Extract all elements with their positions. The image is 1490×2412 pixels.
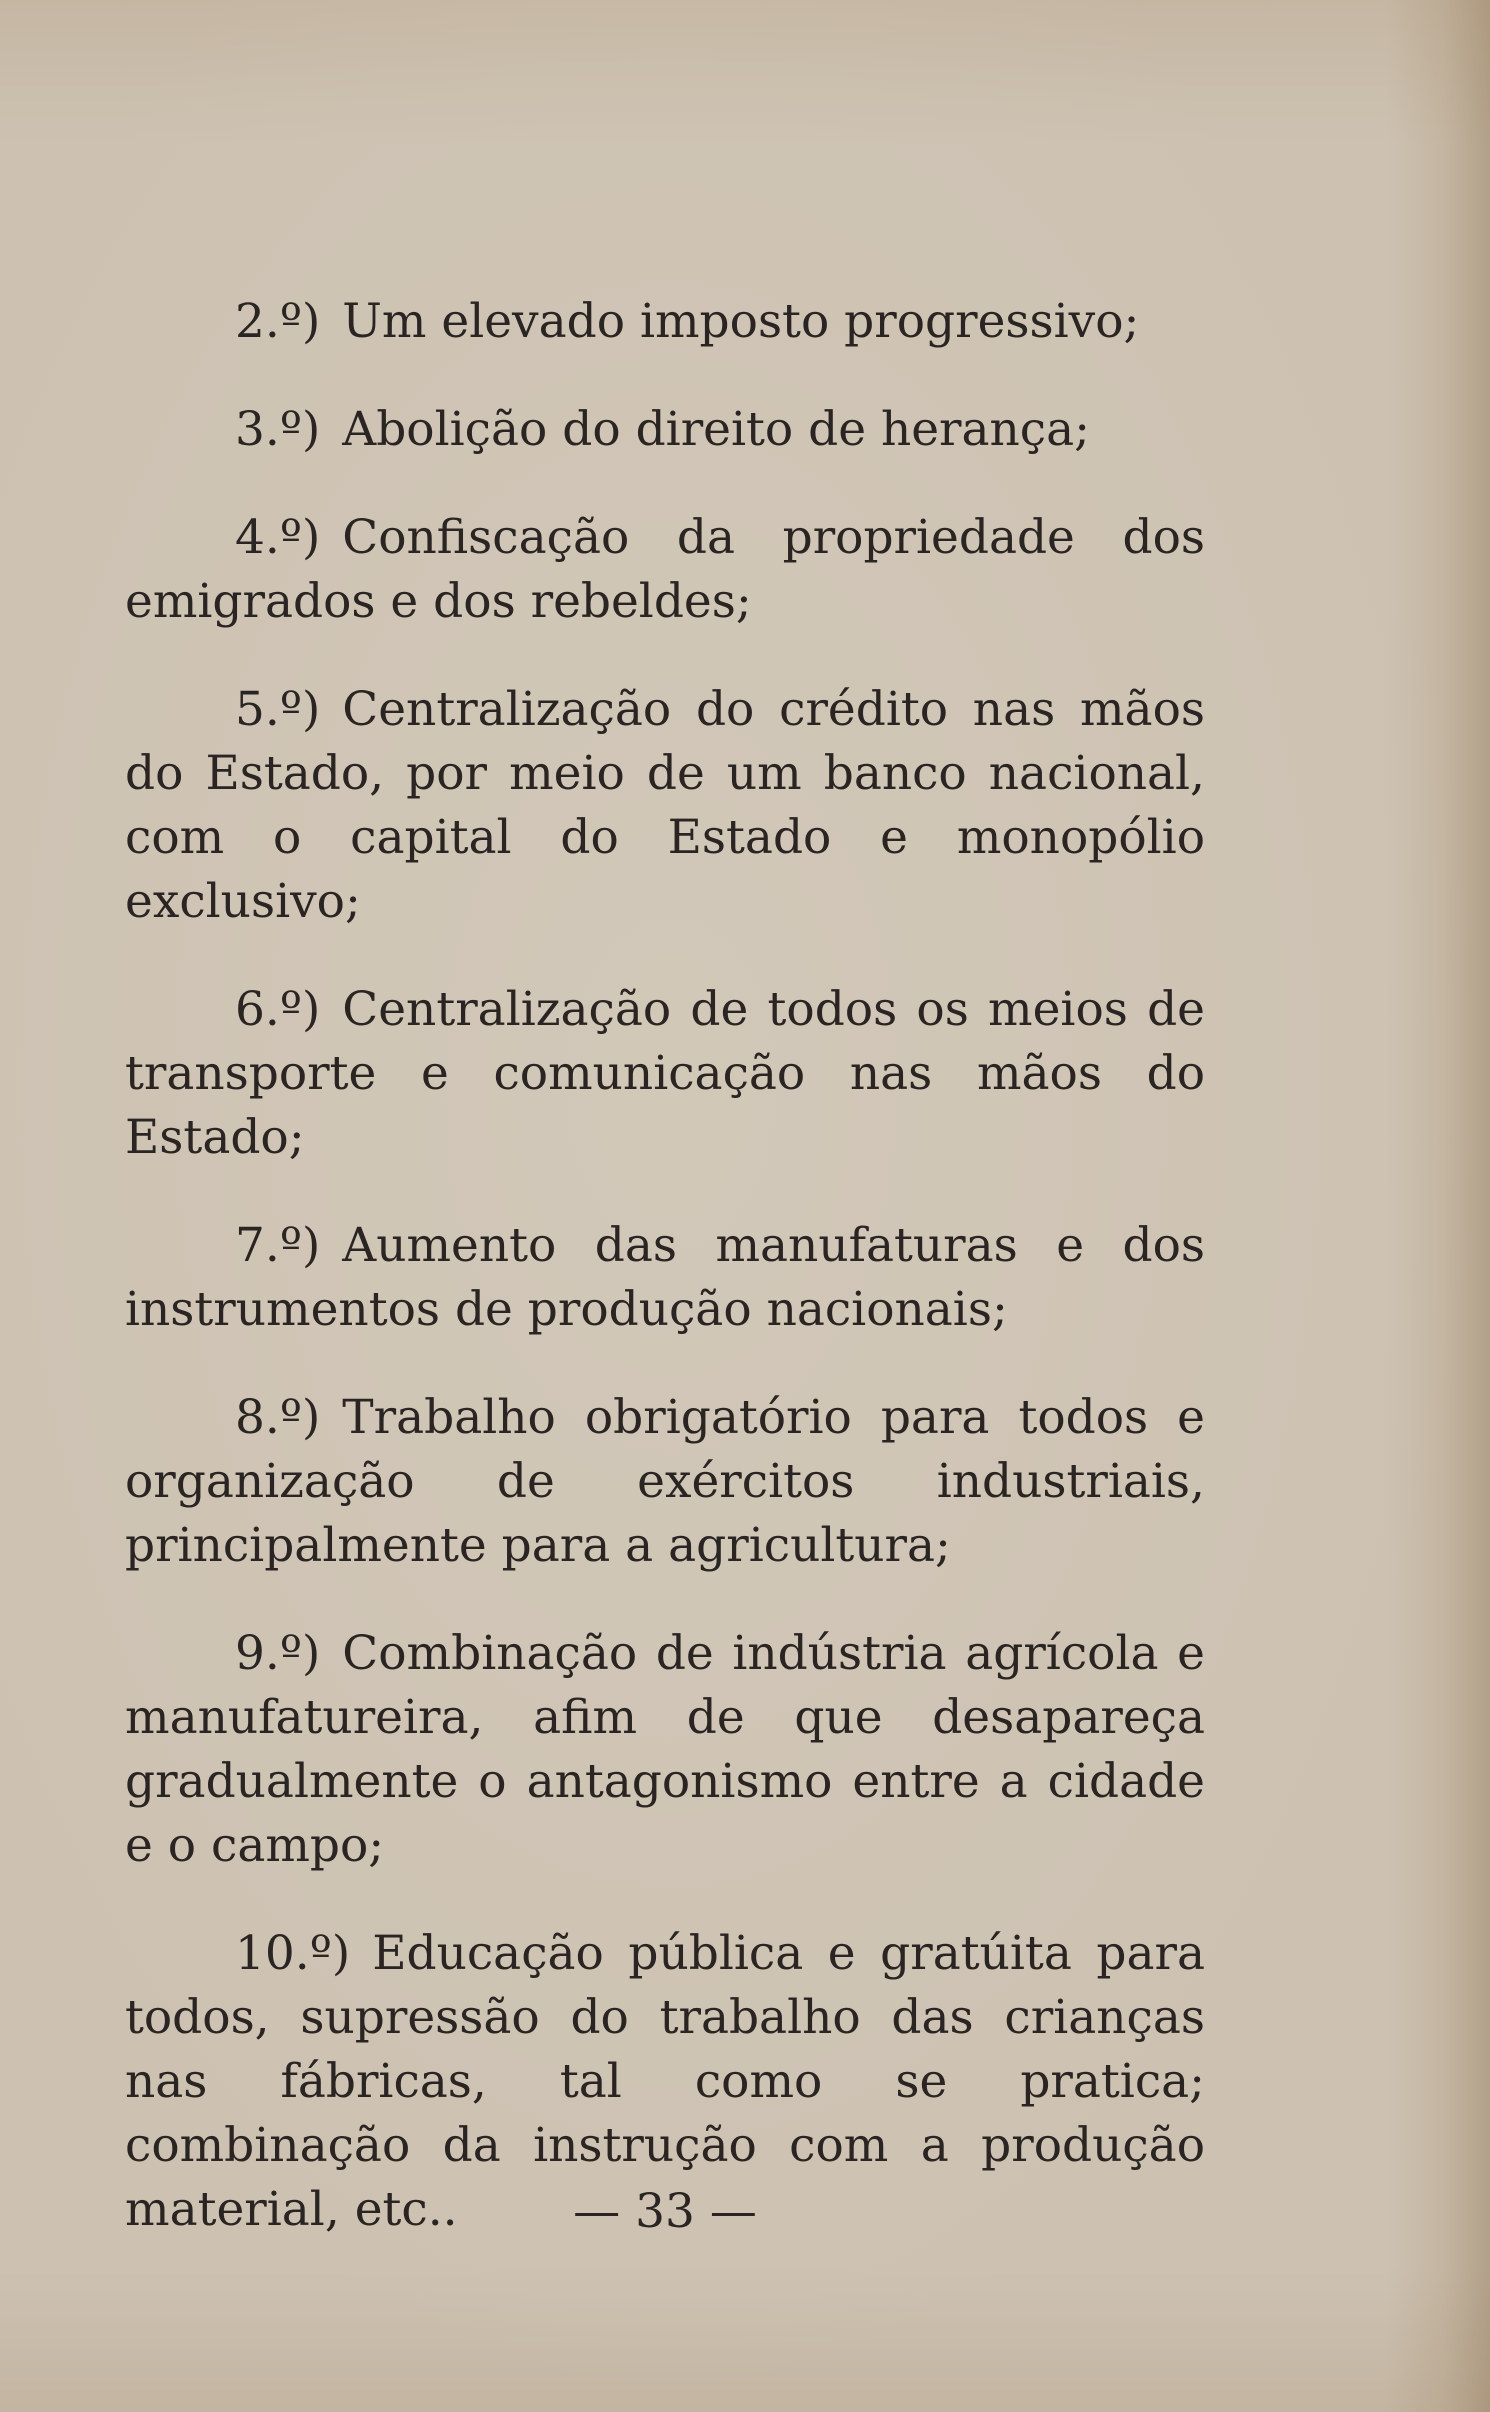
page-number: — 33 —	[573, 2184, 757, 2239]
list-item	[125, 398, 1205, 462]
item-text: Educação pública e gratúita para todos, supressão do trabalho das crianças nas fábricas, tal como se pratica; combinação da instrução com a produção material, etc..	[125, 1926, 1205, 2237]
item-text: Trabalho obrigatório para todos e organização de exércitos industriais, principalmente para a agricultura;	[125, 1390, 1205, 1573]
item-text: Confiscação da propriedade dos emigrados e dos rebeldes;	[125, 510, 1205, 629]
item-text: Aumento das manufaturas e dos instrumentos de produção nacionais;	[125, 1218, 1205, 1337]
item-number: 7.º)	[235, 1218, 321, 1273]
item-text: Um elevado imposto progressivo;	[342, 294, 1140, 349]
item-number: 4.º)	[235, 510, 321, 565]
item-text: Abolição do direito de herança;	[342, 402, 1090, 457]
item-number: 5.º)	[235, 682, 321, 737]
item-number: 6.º)	[235, 982, 321, 1037]
list-item	[125, 1386, 1205, 1578]
list-item	[125, 978, 1205, 1170]
list-item	[125, 1622, 1205, 1878]
body-text	[125, 290, 1205, 2242]
item-number: 8.º)	[235, 1390, 321, 1445]
list-item	[125, 290, 1205, 354]
item-number: 9.º)	[235, 1626, 321, 1681]
list-item	[125, 678, 1205, 934]
list-item	[125, 506, 1205, 634]
list-item	[125, 1214, 1205, 1342]
item-text: Combinação de indústria agrícola e manufatureira, afim de que desapareça gradualmente o antagonismo entre a cidade e o campo;	[125, 1626, 1205, 1873]
item-number: 10.º)	[235, 1926, 351, 1981]
item-text: Centralização do crédito nas mãos do Estado, por meio de um banco nacional, com o capital do Estado e monopólio exclusivo;	[125, 682, 1205, 929]
item-number: 2.º)	[235, 294, 321, 349]
item-text: Centralização de todos os meios de transporte e comunicação nas mãos do Estado;	[125, 982, 1205, 1165]
item-number: 3.º)	[235, 402, 321, 457]
